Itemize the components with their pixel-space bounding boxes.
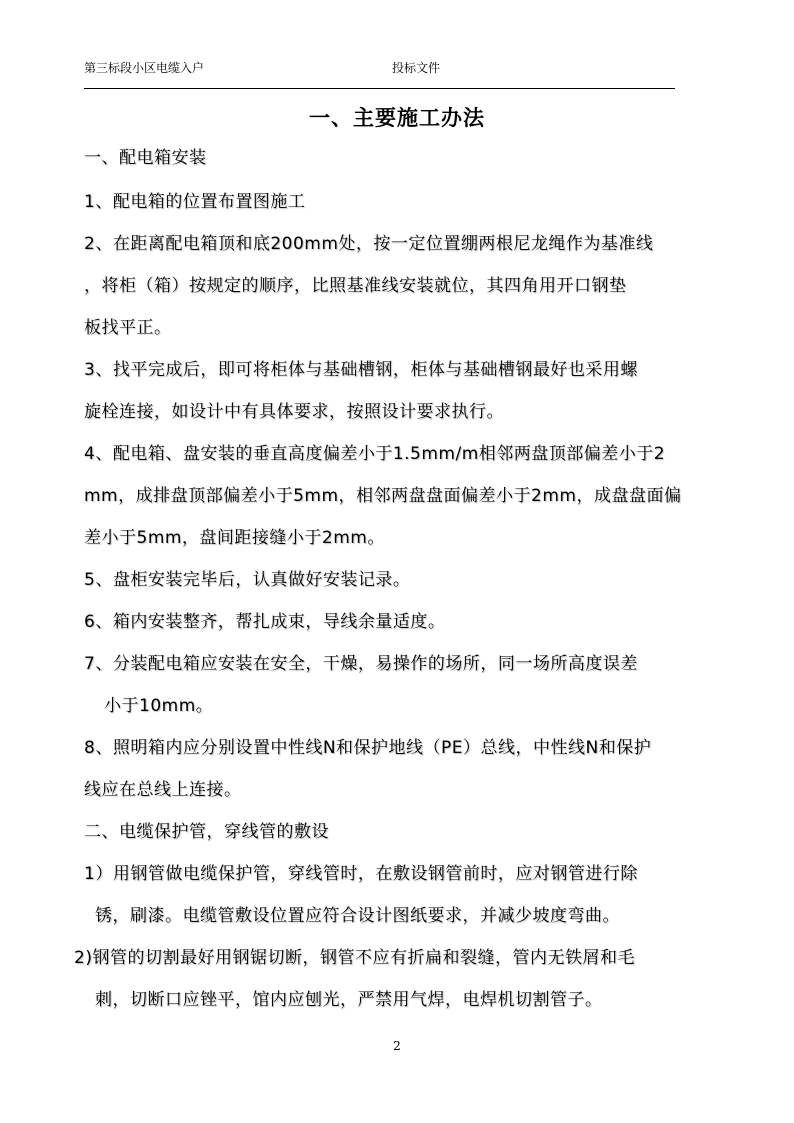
body-line: 4、配电箱、盘安装的垂直高度偏差小于1.5mm/m相邻两盘顶部偏差小于2 bbox=[84, 444, 666, 464]
heading-distribution-box: 一、配电箱安装 bbox=[84, 148, 207, 168]
body-line: 板找平正。 bbox=[84, 318, 172, 338]
page-header bbox=[84, 58, 675, 78]
body-line: 线应在总线上连接。 bbox=[84, 780, 242, 800]
body-line: 旋栓连接，如设计中有具体要求，按照设计要求执行。 bbox=[84, 402, 504, 422]
header-document-type: 投标文件 bbox=[392, 61, 441, 75]
body-line: ，将柜（箱）按规定的顺序，比照基准线安装就位，其四角用开口钢垫 bbox=[84, 276, 627, 296]
header-divider bbox=[84, 88, 675, 89]
body-line: 6、箱内安装整齐，帮扎成束，导线余量适度。 bbox=[84, 612, 446, 632]
body-line: 3、找平完成后，即可将柜体与基础槽钢，柜体与基础槽钢最好也采用螺 bbox=[84, 360, 638, 380]
heading-cable-conduit: 二、电缆保护管，穿线管的敷设 bbox=[84, 822, 329, 842]
body-line: 2)钢管的切割最好用钢锯切断，钢管不应有折扁和裂缝，管内无铁屑和毛 bbox=[74, 948, 635, 968]
body-line: 5、盘柜安装完毕后，认真做好安装记录。 bbox=[84, 570, 411, 590]
body-line: mm，成排盘顶部偏差小于5mm，相邻两盘盘面偏差小于2mm，成盘盘面偏 bbox=[84, 486, 682, 506]
body-line: 小于10mm。 bbox=[104, 696, 214, 716]
body-line: 1）用钢管做电缆保护管，穿线管时，在敷设钢管前时，应对钢管进行除 bbox=[84, 864, 638, 884]
body-line: 7、分装配电箱应安装在安全，干燥，易操作的场所，同一场所高度误差 bbox=[84, 654, 638, 674]
body-line: 刺，切断口应锉平，馆内应刨光，严禁用气焊，电焊机切割管子。 bbox=[95, 990, 603, 1010]
body-line: 差小于5mm，盘间距接缝小于2mm。 bbox=[84, 528, 385, 548]
section-title: 一、主要施工办法 bbox=[309, 106, 485, 130]
body-line: 2、在距离配电箱顶和底200mm处，按一定位置绷两根尼龙绳作为基准线 bbox=[84, 234, 654, 254]
body-line: 1、配电箱的位置布置图施工 bbox=[84, 192, 306, 212]
header-project-name: 第三标段小区电缆入户 bbox=[84, 61, 205, 75]
page-number: 2 bbox=[393, 1039, 401, 1053]
body-line: 锈，刷漆。电缆管敷设位置应符合设计图纸要求，并减少坡度弯曲。 bbox=[95, 906, 620, 926]
body-line: 8、照明箱内应分别设置中性线N和保护地线（PE）总线，中性线N和保护 bbox=[84, 738, 652, 758]
